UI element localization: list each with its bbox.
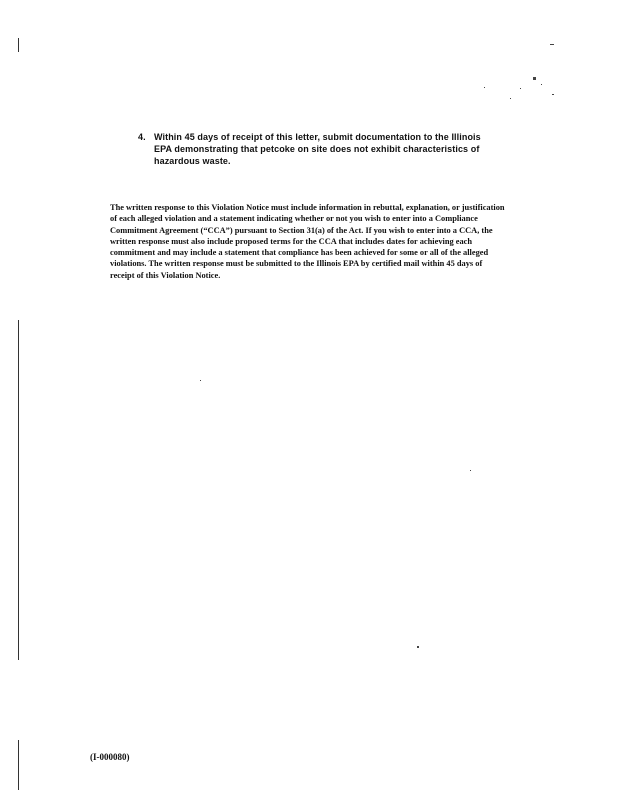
item-text: Within 45 days of receipt of this letter, submit documentation to the Illinois EPA demonstrating that petcoke on site does not exhibit characteristics of hazardous waste. bbox=[154, 132, 481, 166]
scan-edge-mark-top bbox=[18, 38, 19, 52]
scan-speck bbox=[533, 77, 536, 80]
scan-speck bbox=[550, 44, 554, 45]
scan-speck bbox=[200, 380, 201, 381]
scan-speck bbox=[552, 94, 554, 95]
scan-edge-mark-middle bbox=[18, 320, 19, 660]
scan-speck bbox=[510, 98, 511, 99]
scan-speck bbox=[520, 88, 521, 89]
response-paragraph: The written response to this Violation Notice must include information in rebuttal, explanation, or justification of each alleged violation and a statement indicating whether or not you wish to enter into a Compliance Commitment Agreement (“CCA”) pursuant to Section 31(a) of the Act. If you wish to enter into a CCA, the written response must also include proposed terms for the CCA that includes dates for achieving each commitment and may include a statement that compliance has been achieved for some or all of the alleged violations. The written response must be submitted to the Illinois EPA by certified mail within 45 days of receipt of this Violation Notice. bbox=[110, 203, 505, 280]
scan-speck bbox=[541, 84, 542, 85]
item-number: 4. bbox=[138, 132, 146, 142]
scan-speck bbox=[470, 470, 471, 471]
document-id: (I-000080) bbox=[90, 752, 130, 762]
scan-speck bbox=[417, 646, 419, 648]
scan-edge-mark-bottom bbox=[18, 740, 19, 790]
scan-speck bbox=[484, 87, 485, 88]
